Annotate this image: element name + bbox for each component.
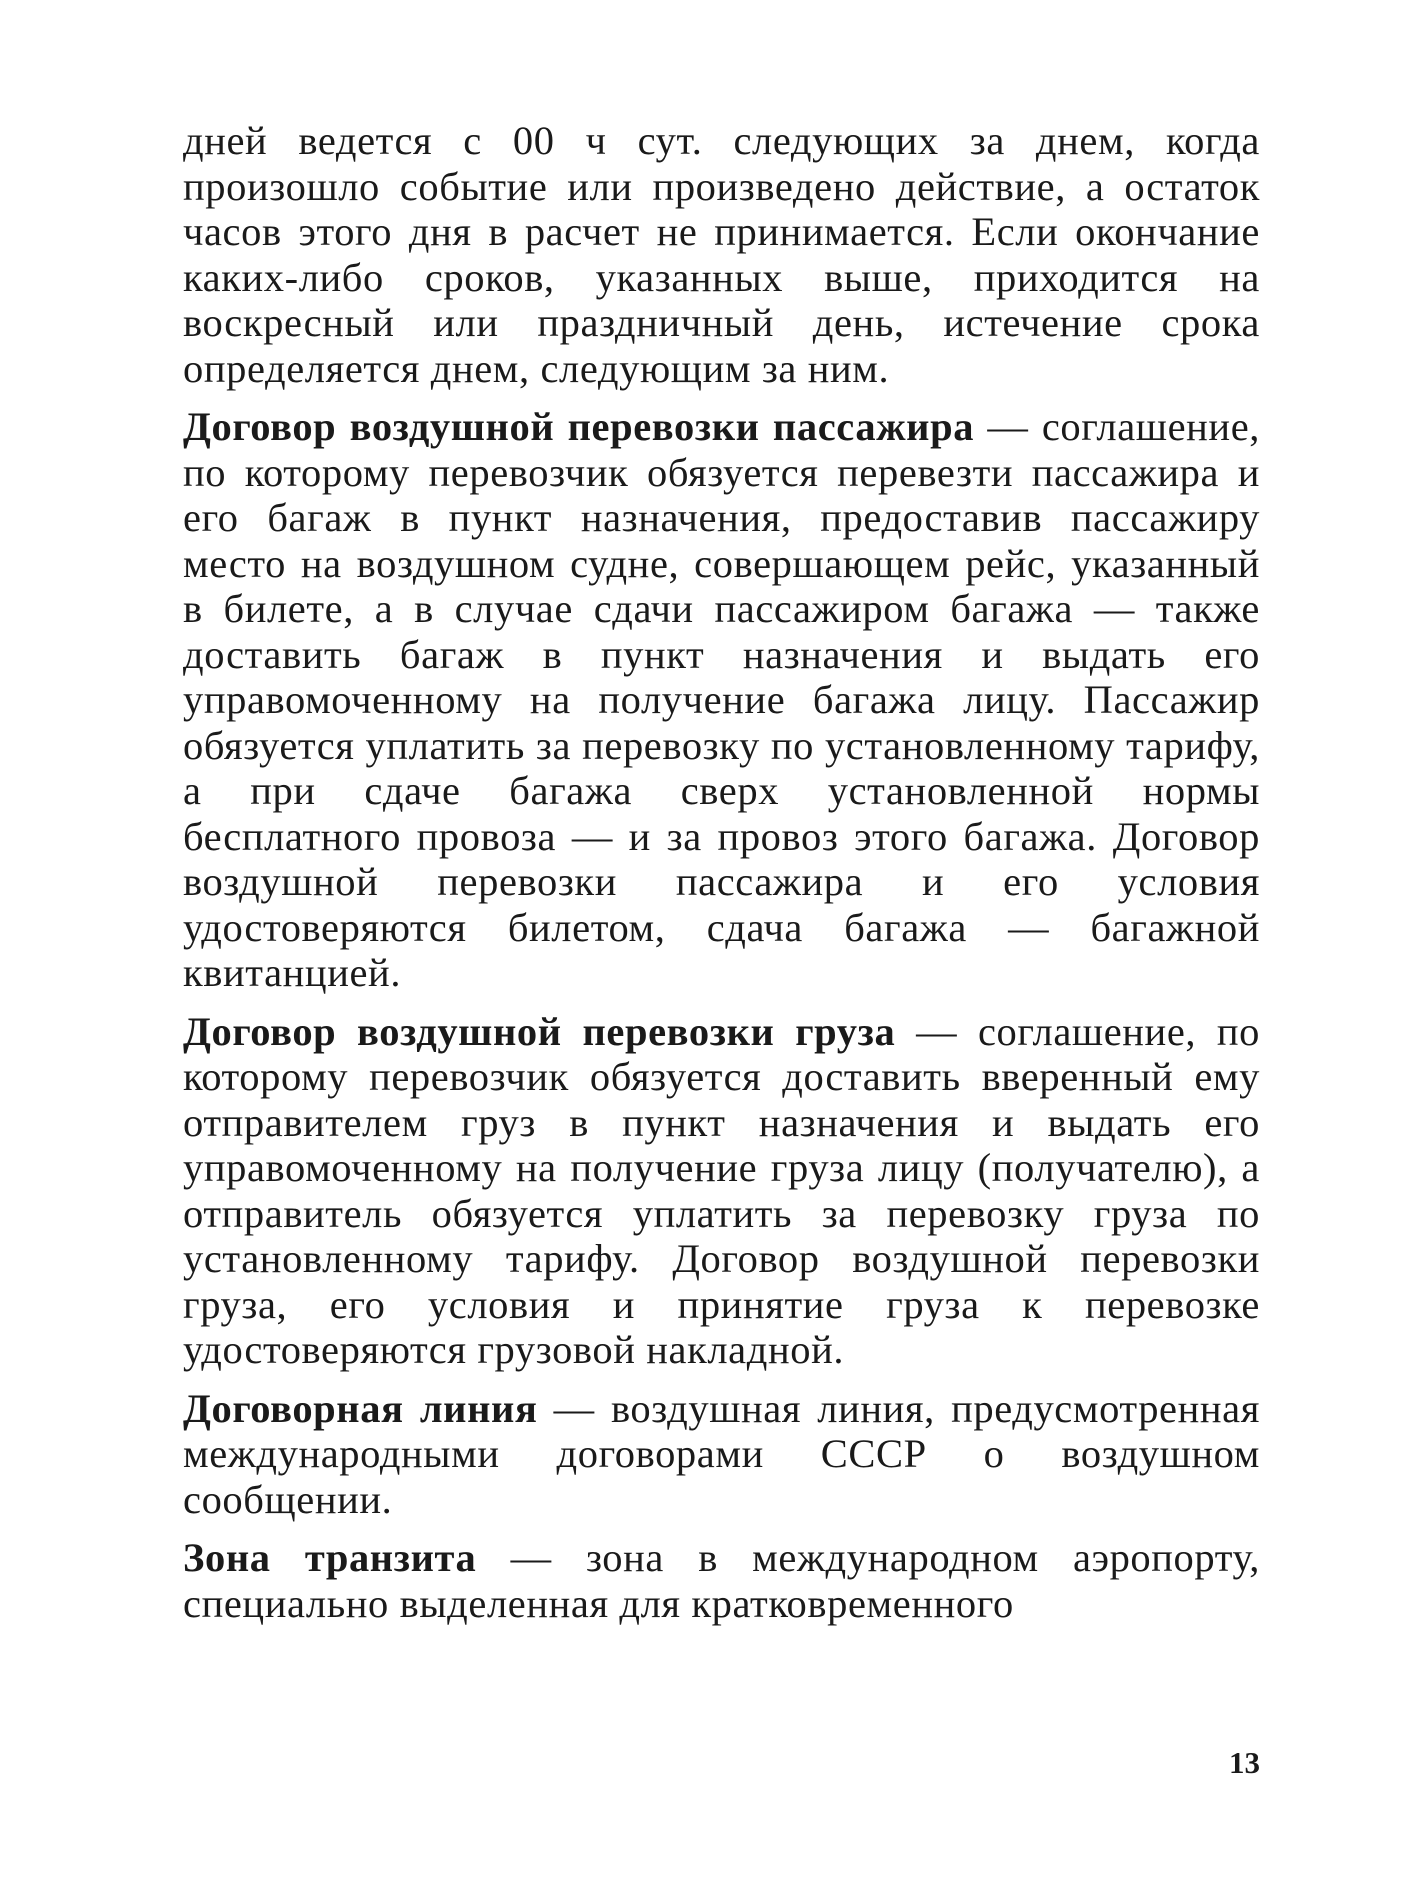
paragraph-text: дней ведется с 00 ч сут. следующих за днем, когда произошло событие или произведено действие, а остаток часов этого дня в расчет не принимается. Если окончание каких-либо сроков, указанных выше, приходится на воскресный или праздничный день, истечение срока определяется днем, следующим за ним.	[183, 118, 1260, 391]
paragraph-text: — соглашение, по которому перевозчик обязуется перевезти пассажира и его багаж в пункт назначения, предоставив пассажиру место на воздушном судне, совершающем рейс, указанный в билете, а в случае сдачи пассажиром багажа — также доставить багаж в пункт назначения и выдать его управомоченному на получение багажа лицу. Пассажир обязуется уплатить за перевозку по установленному тарифу, а при сдаче багажа сверх установленной нормы бесплатного провоза — и за провоз этого багажа. Договор воздушной перевозки пассажира и его условия удостоверяются билетом, сдача багажа — багажной квитанцией.	[183, 404, 1260, 995]
paragraph-cargo-contract	[183, 1009, 1260, 1373]
term-heading: Договорная линия	[183, 1385, 538, 1431]
term-heading: Договор воздушной перевозки пассажира	[183, 404, 975, 449]
page-body	[183, 118, 1260, 1626]
page-number: 13	[1229, 1745, 1260, 1780]
term-heading: Договор воздушной перевозки груза	[183, 1008, 896, 1054]
paragraph-transit-zone	[183, 1535, 1260, 1626]
paragraph-contract-line	[183, 1386, 1260, 1523]
paragraph-continuation	[183, 118, 1260, 391]
term-heading: Зона транзита	[183, 1535, 477, 1580]
paragraph-text: — воздушная линия, предусмотренная международными договорами СССР о воздушном сообщении.	[183, 1385, 1260, 1522]
paragraph-text: — зона в международном аэропорту, специально выделенная для кратковременного	[183, 1535, 1260, 1626]
paragraph-text: — соглашение, по которому перевозчик обязуется доставить вверенный ему отправителем груз в пункт назначения и выдать его управомоченному на получение груза лицу (получателю), а отправитель обязуется уплатить за перевозку груза по установленному тарифу. Договор воздушной перевозки груза, его условия и принятие груза к перевозке удостоверяются грузовой накладной.	[183, 1008, 1261, 1372]
paragraph-passenger-contract	[183, 404, 1260, 996]
